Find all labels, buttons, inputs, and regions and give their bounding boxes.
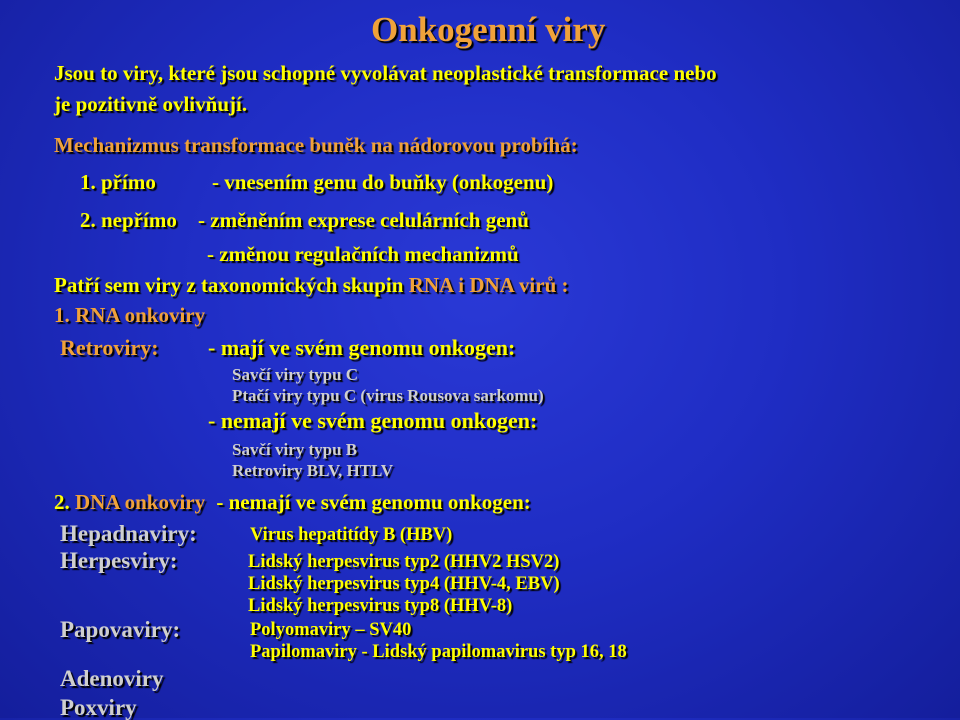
retro-hasnot-item: Retroviry BLV, HTLV [232, 461, 394, 480]
mechanism-1-text: - vnesením genu do buňky (onkogenu) [212, 170, 554, 194]
mechanism-2-text: - změněním exprese celulárních genů [198, 208, 529, 232]
taxonomy-line [54, 275, 569, 296]
slide-title: Onkogenní viry [371, 10, 606, 49]
retro-hasnot-text: - nemají ve svém genomu onkogen: [208, 408, 538, 433]
intro-line-2: je pozitivně ovlivňují. [54, 92, 248, 116]
dna-heading-text: - nemají ve svém genomu onkogen: [216, 490, 531, 514]
papovaviry-label: Papovaviry: [60, 617, 181, 642]
hepadnaviry-label: Hepadnaviry: [60, 521, 197, 546]
hepadnaviry-text: Virus hepatitídy B (HBV) [250, 525, 453, 545]
retro-hasnot-item: Savčí viry typu B [232, 440, 358, 459]
mechanism-2b-text: - změnou regulačních mechanizmů [207, 242, 519, 266]
mechanism-2-label: 2. nepřímo [80, 208, 177, 232]
herpesviry-item: Lidský herpesvirus typ2 (HHV2 HSV2) [248, 552, 560, 572]
dna-heading-label: DNA onkoviry [75, 490, 206, 514]
intro-line-1: Jsou to viry, které jsou schopné vyvolávat neoplastické transformace nebo [54, 61, 717, 85]
herpesviry-item: Lidský herpesvirus typ4 (HHV-4, EBV) [248, 574, 560, 594]
herpesviry-item: Lidský herpesvirus typ8 (HHV-8) [248, 596, 513, 616]
adenoviry-label: Adenoviry [60, 666, 164, 691]
retroviry-label: Retroviry: [60, 335, 159, 360]
retro-has-text: - mají ve svém genomu onkogen: [208, 335, 516, 360]
dna-heading-num: 2. [54, 490, 70, 514]
papovaviry-item: Polyomaviry – SV40 [250, 620, 412, 640]
mechanism-heading: Mechanizmus transformace buněk na nádorovou probíhá: [54, 133, 578, 157]
rna-heading: 1. RNA onkoviry [54, 303, 206, 327]
retro-has-item: Savčí viry typu C [232, 365, 359, 384]
papovaviry-item: Papilomaviry - Lidský papilomavirus typ 16, 18 [250, 642, 627, 662]
mechanism-1-label: 1. přímo [80, 170, 156, 194]
dna-heading [54, 492, 531, 513]
taxonomy-highlight: RNA i DNA virů : [408, 273, 569, 297]
poxviry-label: Poxviry [60, 695, 137, 720]
taxonomy-text: Patří sem viry z taxonomických skupin [54, 273, 404, 297]
herpesviry-label: Herpesviry: [60, 548, 178, 573]
retro-has-item: Ptačí viry typu C (virus Rousova sarkomu) [232, 386, 544, 405]
